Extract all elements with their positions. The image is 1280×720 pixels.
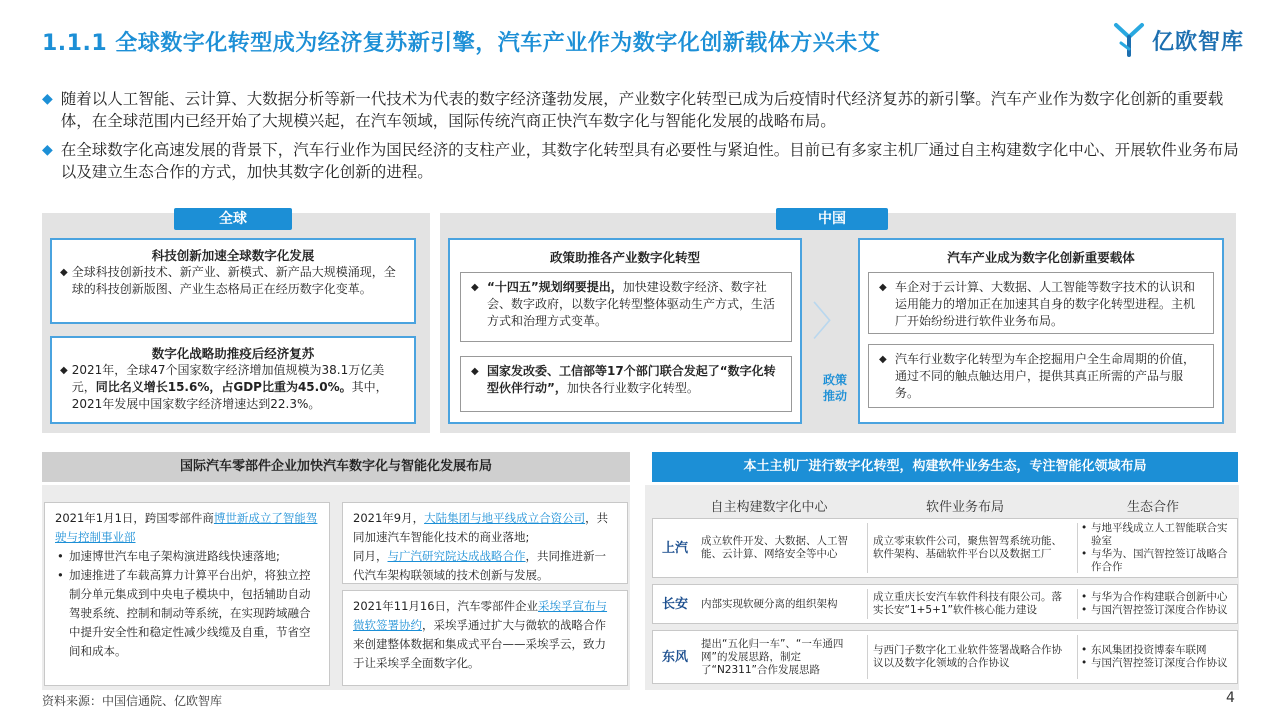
- intro-bullets: [42, 88, 1242, 190]
- intro-bullet: [42, 139, 1242, 183]
- policy-item-1: [460, 272, 792, 342]
- row-list-item: • 与华为、国汽智控签订战略合作合作: [1081, 548, 1235, 574]
- row-cell: 提出“五化归一车”、“一车通四网”的发展思路，制定了“N2311”合作发展思路: [701, 637, 844, 676]
- box-text-body: [72, 362, 406, 413]
- row-list-item: • 与国汽智控签订深度合作协议: [1081, 604, 1228, 617]
- news-list: [55, 547, 319, 661]
- row-cell: 与西门子数字化工业软件签署战略合作协议以及数字化领域的合作协议: [873, 644, 1062, 669]
- box-text: [52, 362, 414, 413]
- auto-item-text: 汽车行业数字化转型为车企挖掘用户全生命周期的价值，通过不同的触点触达用户，提供其真正所需的产品与服务。: [895, 352, 1196, 400]
- oem-name: 长安: [661, 596, 688, 612]
- diamond-icon: ◆: [879, 354, 887, 365]
- news-list-item: • 加速推进了车载高算力计算平台出炉，将独立控制分单元集成到中央电子模块中，包括辅助自动驾驶系统、控制和制动等系统，在实现跨域融合中提升安全性和稳定性减少线缆及自重，节省空间和成本。: [55, 566, 319, 661]
- news-text: 2021年11月16日，汽车零部件企业: [353, 599, 539, 613]
- row-list-item: • 与华为合作构建联合创新中心: [1081, 591, 1228, 604]
- brand-logo: [1112, 20, 1252, 60]
- box-title: 汽车产业成为数字化创新重要载体: [947, 250, 1135, 265]
- news-paragraph: [353, 509, 617, 547]
- global-tag: 全球: [174, 208, 292, 230]
- auto-item-1: [868, 272, 1214, 334]
- news-link: 与广汽研究院达成战略合作: [387, 549, 526, 563]
- policy-item-bold: “十四五”规划纲要提出，: [487, 280, 623, 294]
- divider: [1077, 635, 1078, 679]
- global-box-strategy: [50, 336, 416, 424]
- page-title: 1.1.1 全球数字化转型成为经济复苏新引擎，汽车产业作为数字化创新载体方兴未艾: [42, 31, 881, 56]
- auto-item-text: 车企对于云计算、大数据、人工智能等数字技术的认识和运用能力的增加正在加速其自身的数字化转型进程。主机厂开始纷纷进行软件业务布局。: [895, 280, 1196, 328]
- box-text-a: 2021年，全球47个国家数字经济增加值规模为38.1万亿美元，: [71, 363, 385, 394]
- table-row: [652, 584, 1238, 624]
- col-header: 生态合作: [1126, 500, 1179, 515]
- policy-push-label: 政策推动: [822, 373, 847, 403]
- news-link: 采埃孚宣布与微软签署协约: [353, 599, 608, 632]
- box-text-c: 其中，2021年发展中国家数字经济增速达到22.3%。: [71, 380, 388, 411]
- news-continental: [342, 502, 628, 584]
- diamond-icon: ◆: [879, 282, 887, 293]
- diamond-icon: ◆: [60, 365, 68, 376]
- row-cell: [1081, 585, 1235, 623]
- global-box-tech: [50, 238, 416, 324]
- news-list-item: • 加速博世汽车电子架构演进路线快速落地;: [55, 547, 319, 566]
- policy-item-bold: 国家发改委、工信部等17个部门联合发起了“数字化转型伙伴行动”，: [487, 364, 776, 395]
- page-number: 4: [1226, 690, 1235, 706]
- auto-item-2: [868, 344, 1214, 408]
- oem-name: 上汽: [661, 540, 688, 556]
- diamond-icon: ◆: [42, 142, 53, 158]
- row-cell: [1081, 631, 1235, 683]
- divider: [1077, 523, 1078, 573]
- intro-bullet-text: 随着以人工智能、云计算、大数据分析等新一代技术为代表的数字经济蓬勃发展，产业数字化转型已成为后疫情时代经济复苏的新引擎。汽车产业作为数字化创新的重要载体，在全球范围内已经开始了大规模兴起，在汽车领域，国际传统汽商正快汽车数字化与智能化发展的战略布局。: [60, 90, 1224, 130]
- table-row: [652, 518, 1238, 578]
- divider: [867, 589, 868, 619]
- news-text: 同月，: [353, 549, 388, 563]
- news-bosch: [44, 502, 330, 686]
- box-text-bold: 同比名义增长15.6%，占GDP比重为45.0%。: [95, 380, 352, 394]
- row-cell: 内部实现软硬分离的组织架构: [701, 597, 838, 610]
- box-title: 数字化战略助推疫后经济复苏: [151, 346, 315, 361]
- policy-item-text: 加快各行业数字化转型。: [566, 381, 699, 395]
- row-list: [1081, 644, 1228, 670]
- box-title: 科技创新加速全球数字化发展: [151, 248, 315, 263]
- local-section-bar: 本土主机厂进行数字化转型，构建软件业务生态，专注智能化领域布局: [652, 452, 1238, 482]
- box-text-body: 全球科技创新技术、新产业、新模式、新产品大规模涌现，全球的科技创新版图、产业生态格局正在经历数字化变革。: [71, 265, 396, 296]
- divider: [1077, 589, 1078, 619]
- chevron-right-icon: 〉: [812, 299, 852, 345]
- intro-bullet: [42, 88, 1242, 132]
- row-cell: 成立重庆长安汽车软件科技有限公司。落实长安“1+5+1”软件核心能力建设: [873, 591, 1062, 616]
- row-cell: [1081, 519, 1235, 577]
- row-cell: 成立零束软件公司，聚焦智驾系统功能、软件架构、基础软件平台以及数据工厂: [873, 535, 1062, 560]
- row-list: [1081, 591, 1228, 617]
- china-tag: 中国: [776, 208, 888, 230]
- news-text: ，采埃孚通过扩大与微软的战略合作来创建整体数据和集成式平台——采埃孚云，致力于让采埃孚全面数字化。: [353, 618, 606, 670]
- news-link: 博世新成立了智能驾驶与控制事业部: [55, 511, 318, 544]
- col-header: 软件业务布局: [925, 500, 1004, 515]
- diamond-icon: ◆: [471, 366, 479, 377]
- diamond-icon: ◆: [60, 267, 68, 278]
- intl-section-bar: 国际汽车零部件企业加快汽车数字化与智能化发展布局: [42, 452, 630, 482]
- logo-icon: [1112, 21, 1146, 59]
- news-text: ，共同加速汽车智能化技术的商业落地;: [353, 511, 609, 544]
- policy-item-text: 加快建设数字经济、数字社会、数字政府，以数字化转型整体驱动生产方式，生活方式和治理方式变革。: [487, 280, 776, 328]
- news-text: 2021年9月，: [353, 511, 425, 525]
- row-list-item: • 与国汽智控签订深度合作协议: [1081, 657, 1228, 670]
- news-headline: [55, 509, 319, 547]
- row-list-item: • 与地平线成立人工智能联合实验室: [1081, 522, 1235, 548]
- row-list: [1081, 522, 1235, 574]
- news-text: ，共同推进新一代汽车架构联领域的技术创新与发展。: [353, 549, 606, 582]
- row-cell: 成立软件开发、大数据、人工智能、云计算、网络安全等中心: [701, 535, 848, 560]
- col-header: 自主构建数字化中心: [710, 500, 828, 515]
- diamond-icon: ◆: [471, 282, 479, 293]
- intro-bullet-text: 在全球数字化高速发展的背景下，汽车行业作为国民经济的支柱产业，其数字化转型具有必要性与紧迫性。目前已有多家主机厂通过自主构建数字化中心、开展软件业务布局以及建立生态合作的方式，加快其数字化创新的进程。: [60, 141, 1239, 181]
- oem-name: 东风: [661, 649, 688, 665]
- box-text: [52, 264, 414, 298]
- news-zf: [342, 590, 628, 686]
- diamond-icon: ◆: [42, 91, 53, 107]
- table-row: [652, 630, 1238, 684]
- divider: [867, 635, 868, 679]
- news-link: 大陆集团与地平线成立合资公司: [424, 511, 586, 525]
- logo-text: 亿欧智库: [1152, 29, 1245, 55]
- box-title: 政策助推各产业数字化转型: [549, 250, 700, 265]
- divider: [867, 523, 868, 573]
- source-note: 资料来源：中国信通院、亿欧智库: [42, 694, 223, 708]
- row-list-item: • 东风集团投资博泰车联网: [1081, 644, 1228, 657]
- policy-item-2: [460, 356, 792, 412]
- news-date: 2021年1月1日，跨国零部件商: [55, 511, 214, 525]
- news-paragraph: [353, 547, 617, 585]
